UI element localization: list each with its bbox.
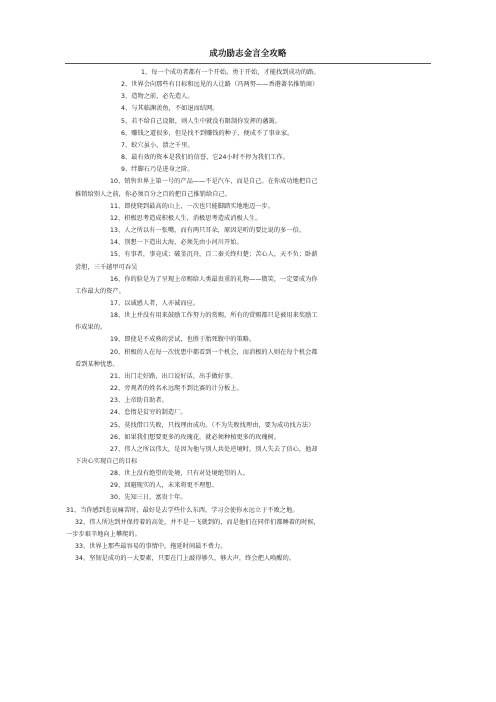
quote-line: 24、怠惰是贫穷的制造厂。 <box>110 409 187 417</box>
quote-line: 30、先知三日，富贵十年。 <box>110 494 187 502</box>
quote-line: 5、若不给自己设限，则人生中就没有限制你发挥的藩篱。 <box>121 117 281 125</box>
quote-line: 13、人之所以有一张嘴，而有两只耳朵，原因是听的要比说的多一倍。 <box>110 227 306 235</box>
quote-line: 16、你的脸是为了呈现上帝赐给人类最贵重的礼物——微笑，一定要成为你 <box>110 275 318 283</box>
quote-line: 看到某种忧患。 <box>75 360 119 368</box>
quote-line: 下决心实现自己的目标 <box>75 458 138 465</box>
quote-list <box>0 67 496 565</box>
quote-line: 4、与其临渊羡鱼，不如退而结网。 <box>121 105 219 113</box>
quote-line: 6、赚钱之道很多，但是找不到赚钱的种子，便成不了事业家。 <box>121 129 294 137</box>
quote-line: 32、伟人所达到并保持着的高处，并不是一飞就到的，而是他们在同伴们都睡着的时候， <box>75 518 320 526</box>
quote-line: 10、销售世界上第一号的产品——不是汽车，而是自己。在你成功地把自己 <box>110 178 318 186</box>
quote-line: 26、如果我们想要更多的玫瑰花，就必须种植更多的玫瑰树。 <box>110 433 281 441</box>
quote-line: 18、世上并没有用来鼓励工作努力的赏赐，所有的赏赐都只是被用来奖励工 <box>110 312 318 320</box>
quote-line: 3、造物之前，必先造人。 <box>121 93 194 101</box>
quote-line: 工作最大的资产。 <box>75 287 125 295</box>
quote-line: 21、出门走好路，出口说好话，出手做好事。 <box>110 372 237 380</box>
quote-line: 20、积极的人在每一次忧患中都看到一个机会，而消极的人则在每个机会都 <box>110 348 318 356</box>
quote-line: 34、坚韧是成功的一大要素，只要在门上敲得够久、够大声，终会把人唤醒的。 <box>75 555 296 563</box>
quote-line: 1、每一个成功者都有一个开始。勇于开始，才能找到成功的路。 <box>141 69 320 76</box>
quote-line: 7、蚁穴虽小，溃之千里。 <box>121 141 194 149</box>
document-title: 成功励志金言全攻略 <box>209 48 287 58</box>
quote-line: 17、以诚感人者，人亦诚而应。 <box>110 299 200 307</box>
quote-line: 28、世上没有绝望的处境，只有对处境绝望的人。 <box>110 470 249 478</box>
quote-line: 15、有事者，事竟成；破釜沉舟，百二秦关终归楚；苦心人，天不负；卧薪 <box>110 251 318 259</box>
quote-line: 25、莫找借口失败，只找理由成功。（不为失败找理由，要为成功找方法） <box>110 421 315 429</box>
quote-line: 19、即使是不成熟的尝试，也胜于胎死腹中的策略。 <box>110 336 256 344</box>
quote-line: 22、旁观者的姓名永远爬不到比赛的计分板上。 <box>110 385 243 393</box>
title-divider <box>65 63 431 64</box>
quote-line: 作成果的。 <box>75 324 107 332</box>
quote-line: 尝胆，三千越甲可吞吴 <box>75 263 138 271</box>
quote-line: 23、上帝助自助者。 <box>110 397 168 405</box>
quote-line: 27、伟人之所以伟大，是因为他与别人共处逆境时，别人失去了信心，他却 <box>110 445 318 453</box>
quote-line: 29、回避现实的人，未来将更不理想。 <box>110 482 218 490</box>
quote-line: 31、当你感到悲哀痛苦时，最好是去学些什么东西。学习会使你永远立于不败之地。 <box>66 506 299 514</box>
quote-line: 33、世界上那些最容易的事情中，拖延时间最不费力。 <box>75 543 227 551</box>
quote-line: 2、世界会向那些有目标和远见的人让路（冯两努——香港著名推销商） <box>121 81 319 89</box>
quote-line: 推销给别人之前，你必须百分之百的把自己推销给自己。 <box>75 190 231 198</box>
quote-line: 14、别想一下造出大海，必须先由小河川开始。 <box>110 239 243 247</box>
quote-line: 11、即使爬到最高的山上，一次也只能脚踏实地地迈一步。 <box>110 202 274 210</box>
quote-line: 8、最有效的资本是我们的信誉，它24小时不停为我们工作。 <box>121 154 289 162</box>
quote-line: 12、积极思考造成积极人生，消极思考造成消极人生。 <box>110 214 262 222</box>
quote-line: 9、绊脚石乃是进身之阶。 <box>121 166 194 174</box>
quote-line: 一步步艰辛地向上攀爬的。 <box>66 530 141 538</box>
